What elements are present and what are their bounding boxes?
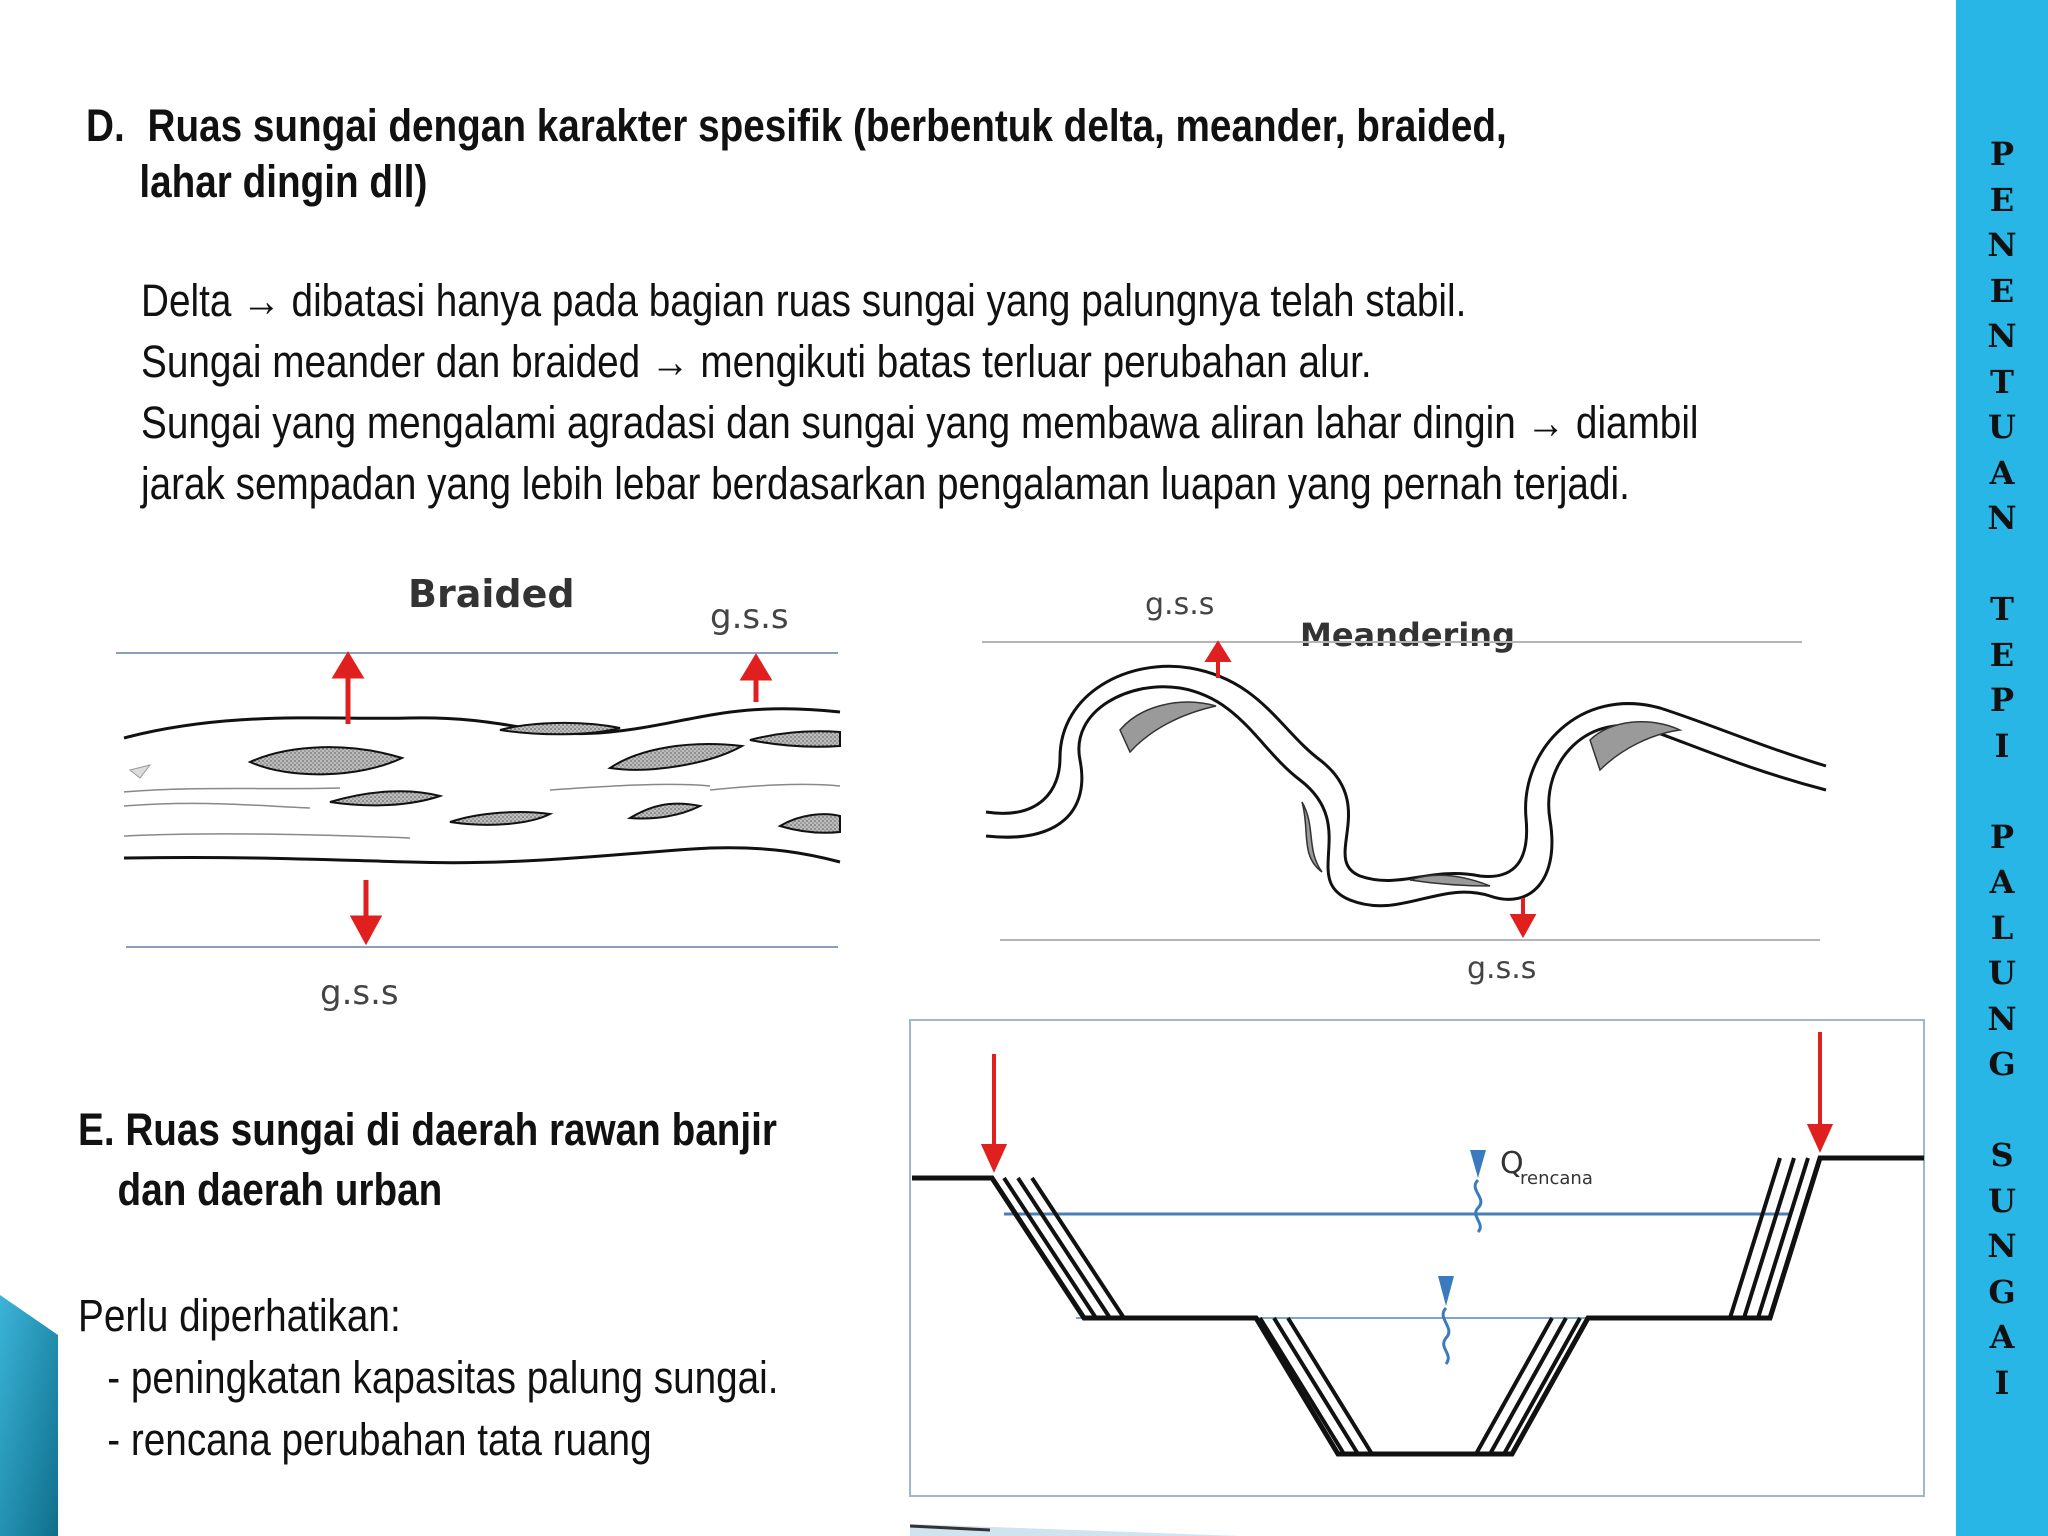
- section-e-title-line1: E. Ruas sungai di daerah rawan banjir: [78, 1104, 777, 1155]
- channel-line: [124, 834, 410, 838]
- channel-line: [124, 788, 340, 792]
- sidebar-letter: N: [1987, 1227, 2017, 1265]
- sidebar-letter: I: [1994, 726, 2010, 765]
- sidebar-letter: U: [1988, 408, 2016, 446]
- sidebar-letter: E: [1989, 180, 2015, 219]
- sand-bar: [330, 791, 440, 805]
- point-bar: [1120, 702, 1216, 752]
- decorative-wedge: [0, 1295, 58, 1536]
- expansion-arrow-down: [1513, 898, 1533, 934]
- meandering-label-bottom: g.s.s: [1467, 951, 1537, 986]
- sidebar-letter: T: [1990, 362, 2014, 401]
- sidebar-letter: A: [1989, 453, 2015, 492]
- paragraph-line-meander: Sungai meander dan braided → mengikuti batas terluar perubahan alur.: [141, 336, 1372, 387]
- paragraph-line-jarak: jarak sempadan yang lebih lebar berdasarkan pengalaman luapan yang pernah terjadi.: [141, 458, 1630, 509]
- sidebar-letter: E: [1989, 271, 2015, 310]
- braided-bottom-bank: [124, 848, 840, 863]
- meandering-river-diagram: [970, 580, 1830, 1000]
- sand-bar: [450, 812, 550, 825]
- river-cross-section-diagram: [908, 1018, 1926, 1498]
- sidebar-letter: L: [1990, 908, 2014, 947]
- figure-frame: [910, 1020, 1924, 1496]
- sidebar-letter: N: [1987, 317, 2017, 355]
- sidebar-letter: G: [1988, 1045, 2016, 1083]
- point-bar: [1302, 802, 1322, 872]
- q-rencana-label: Q: [1500, 1146, 1524, 1181]
- sidebar-spacer: [1956, 542, 2048, 588]
- section-d-paragraph: [141, 270, 1699, 514]
- meandering-label-top: g.s.s: [1145, 587, 1215, 622]
- sidebar-letter: I: [1994, 1363, 2010, 1402]
- section-e-title-line2: dan daerah urban: [117, 1164, 443, 1215]
- sidebar-letter: P: [1989, 135, 2015, 173]
- sidebar-letter: U: [1988, 1181, 2016, 1220]
- section-d-title-line2: lahar dingin dll): [139, 156, 428, 207]
- braided-river-diagram: [110, 560, 850, 1030]
- sand-bar: [610, 744, 742, 770]
- meander-outer-bank: [986, 687, 1826, 906]
- sidebar-spacer: [1956, 769, 2048, 815]
- note-bullet-spatial-plan: - rencana perubahan tata ruang: [107, 1414, 652, 1465]
- channel-line: [710, 784, 840, 790]
- section-e-heading: [78, 1100, 777, 1220]
- meandering-title: Meandering: [1300, 616, 1515, 654]
- sidebar-spacer: [1956, 1088, 2048, 1134]
- sand-bar: [780, 814, 840, 833]
- sidebar-letter: N: [1987, 226, 2017, 264]
- section-d-label: D.: [86, 100, 125, 151]
- braided-title: Braided: [408, 572, 575, 616]
- sidebar-letter: A: [1989, 863, 2015, 901]
- sand-bar: [500, 723, 620, 734]
- decorative-bottom-arrow: [910, 1524, 1240, 1536]
- braided-label-bottom: g.s.s: [320, 973, 399, 1013]
- sidebar-letter: N: [1987, 999, 2017, 1038]
- sand-bar: [250, 747, 402, 774]
- paragraph-line-agradasi: Sungai yang mengalami agradasi dan sungai yang membawa aliran lahar dingin → diambil: [141, 397, 1699, 448]
- notes-intro: Perlu diperhatikan:: [78, 1290, 401, 1341]
- sidebar-letter: P: [1989, 817, 2015, 856]
- sidebar-letter: U: [1988, 954, 2016, 992]
- q-rencana-subscript: rencana: [1520, 1168, 1593, 1189]
- section-d-title-line1: Ruas sungai dengan karakter spesifik (berbentuk delta, meander, braided,: [147, 100, 1507, 151]
- expansion-arrow-up: [336, 656, 360, 724]
- sand-bar: [630, 804, 700, 819]
- sidebar-letter: T: [1990, 590, 2014, 628]
- braided-label-top: g.s.s: [710, 597, 789, 637]
- paragraph-line-delta: Delta → dibatasi hanya pada bagian ruas sungai yang palungnya telah stabil.: [141, 275, 1467, 326]
- expansion-arrow-down: [354, 880, 378, 940]
- channel-line: [124, 803, 310, 808]
- section-e-notes: [78, 1285, 779, 1471]
- channel-line: [550, 784, 710, 790]
- sidebar-letter: N: [1987, 499, 2017, 537]
- sand-bar: [750, 731, 840, 746]
- sidebar-letter: A: [1989, 1318, 2015, 1356]
- note-bullet-capacity: - peningkatan kapasitas palung sungai.: [107, 1352, 779, 1403]
- sidebar-letter: P: [1989, 681, 2015, 719]
- expansion-arrow-up: [744, 658, 768, 702]
- sidebar-letter: E: [1989, 635, 2015, 674]
- sidebar-letter: G: [1988, 1272, 2016, 1311]
- sand-bar: [130, 765, 150, 778]
- vertical-title-sidebar: [1956, 0, 2048, 1536]
- sidebar-letter: S: [1990, 1136, 2014, 1174]
- braided-top-bank: [124, 709, 840, 738]
- section-d-heading: [86, 98, 1507, 210]
